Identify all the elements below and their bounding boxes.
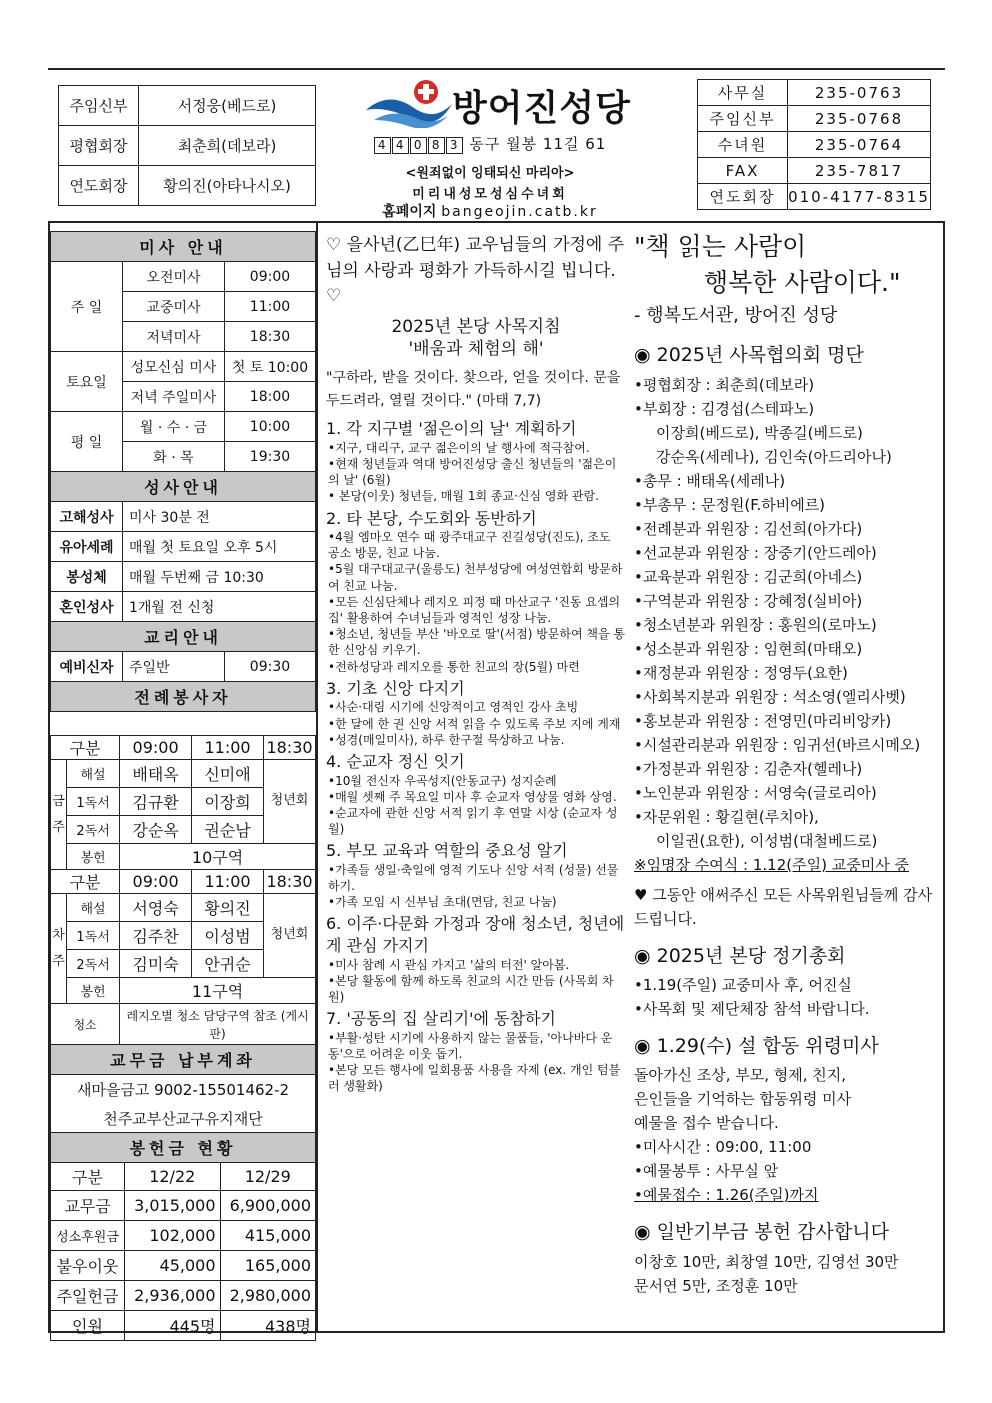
- zip-digit: 8: [428, 137, 445, 154]
- guideline-bullet: •전하성당과 레지오를 통한 친교의 장(5월) 마련: [328, 659, 580, 674]
- offering-amount: 2,936,000: [125, 1281, 221, 1311]
- offering-amount: 415,000: [220, 1221, 316, 1251]
- cleaning-note: 레지오별 청소 담당구역 참조 (게시판): [120, 1004, 316, 1046]
- memorial-line: •예물봉투 : 사무실 앞: [634, 1162, 779, 1181]
- mass-name: 교중미사: [123, 292, 225, 322]
- zip-digit: 0: [410, 137, 427, 154]
- offering-amount: 3,015,000: [125, 1191, 221, 1221]
- council-member: •노인분과 위원장 : 서영숙(글로리아): [634, 783, 877, 802]
- server: 서영숙: [120, 894, 192, 922]
- mass-name: 저녁미사: [123, 322, 225, 352]
- memorial-title: ◉ 1.29(수) 설 합동 위령미사: [634, 1035, 879, 1058]
- homepage: [330, 201, 650, 221]
- guideline-item-title: 5. 부모 교육과 역할의 중요성 알기: [326, 841, 568, 861]
- offering-item: 인원: [51, 1311, 125, 1341]
- mass-time: 10:00: [224, 412, 315, 442]
- sidebar-table: [50, 231, 316, 712]
- council-member: •자문위원 : 황길현(루치아),: [634, 807, 819, 826]
- zip-digit: 4: [392, 137, 409, 154]
- council-member: 이일권(요한), 이성범(대철베드로): [656, 831, 878, 850]
- column-divider: [316, 221, 318, 1333]
- zip-digit: 4: [374, 137, 391, 154]
- doctrine-class: 주일반: [123, 652, 225, 682]
- guideline-bullet: • 본당(이웃) 청년들, 매월 1회 종교·신심 영화 관람.: [328, 489, 599, 504]
- street-address: 동구 월봉 11길 61: [469, 135, 607, 153]
- info-value: 황의진(아타나시오): [139, 166, 316, 206]
- sacrament-time: 미사 30분 전: [123, 502, 316, 532]
- offering-header: 12/29: [220, 1163, 316, 1191]
- headline-line1: "책 읽는 사람이: [634, 232, 807, 261]
- mass-time: 11:00: [224, 292, 315, 322]
- guideline-bullet: •현재 청년들과 역대 방어진성당 출신 청년들의 '젊은이의 날' (6월): [328, 456, 617, 488]
- contact-phone: 010-4177-8315: [788, 184, 931, 210]
- mass-name: 저녁 주일미사: [123, 382, 225, 412]
- offering-district: 10구역: [120, 844, 316, 870]
- sunday-label: 주 일: [51, 262, 123, 352]
- guideline-bullet: •본당 활동에 함께 하도록 친교의 시간 만듬 (사목회 차원): [328, 973, 614, 1004]
- sacrament-name: 유아세례: [51, 532, 123, 562]
- motto: <원죄없이 잉태되신 마리아>: [405, 166, 575, 181]
- sacrament-time: 1개월 전 신청: [123, 592, 316, 622]
- mass-name: 월 · 수 · 금: [123, 412, 225, 442]
- donation-line: 이창호 10만, 최창열 10만, 김영선 30만: [634, 1252, 899, 1271]
- guideline-bullet: •4월 엠마오 연수 때 광주대교구 진길성당(진도), 조도 공소 방문, 친교 나눔.: [328, 530, 611, 561]
- liturgy-header: 09:00: [120, 736, 192, 760]
- address: [330, 133, 650, 154]
- server: 황의진: [192, 894, 264, 922]
- contact-phone: 235-0764: [788, 132, 931, 158]
- info-key: 연도회장: [59, 166, 139, 206]
- doctrine-name: 예비신자: [51, 652, 123, 682]
- guideline-bullet: •청소년, 청년들 부산 '바오로 딸'(서점) 방문하여 책을 통한 신앙심 키우기.: [328, 627, 625, 658]
- doctrine-time: 09:30: [224, 652, 315, 682]
- contact-key: 수녀원: [698, 132, 788, 158]
- guideline-bullet: •매월 셋째 주 목요일 미사 후 순교자 영상물 영화 상영.: [328, 789, 617, 804]
- role: 1독서: [67, 788, 120, 816]
- server: 신미애: [192, 760, 264, 788]
- pastoral-guidelines: [326, 233, 626, 1095]
- contact-key: 연도회장: [698, 184, 788, 210]
- server: 권순남: [192, 816, 264, 844]
- council-member: •평협회장 : 최춘희(데보라): [634, 375, 815, 394]
- guideline-item-title: 2. 타 본당, 수도회와 동반하기: [326, 508, 537, 528]
- mass-time: 09:00: [224, 262, 315, 292]
- scripture-quote: "구하라, 받을 것이다. 찾으라, 얻을 것이다. 문을 두드려라, 열릴 것이다." (마태 7,7): [326, 370, 621, 409]
- council-member: •전례분과 위원장 : 김선희(아가다): [634, 519, 863, 538]
- council-member: 이장희(베드로), 박종길(베드로): [656, 423, 863, 442]
- guideline-bullet: •가족들 생일·축일에 영적 기도나 신앙 서적 (성물) 선물하기.: [328, 862, 619, 894]
- assembly-line: •1.19(주일) 교중미사 후, 어진실: [634, 976, 852, 995]
- thanks-note: ♥ 그동안 애써주신 모든 사목위원님들께 감사드립니다.: [634, 885, 933, 928]
- server: 김규환: [120, 788, 192, 816]
- contact-phone: 235-0768: [788, 106, 931, 132]
- donation-line: 문서연 5만, 조정훈 10만: [634, 1276, 798, 1295]
- guideline-bullet: •성경(매일미사), 하루 한구절 묵상하고 나눔.: [328, 732, 565, 747]
- account-number: 새마을금고 9002-15501462-2: [51, 1075, 316, 1105]
- info-value: 최춘희(데보라): [139, 126, 316, 166]
- guideline-item-title: 4. 순교자 정신 잇기: [326, 751, 465, 771]
- memorial-line: •예물접수 : 1.26(주일)까지: [634, 1186, 819, 1205]
- guidelines-subtitle: '배움과 체험의 해': [408, 339, 544, 360]
- sacrament-name: 고해성사: [51, 502, 123, 532]
- youth-group: 청년회: [264, 894, 316, 978]
- council-member: •부회장 : 김경섭(스테파노): [634, 399, 815, 418]
- sacrament-time: 매월 두번째 금 10:30: [123, 562, 316, 592]
- sacrament-name: 혼인성사: [51, 592, 123, 622]
- liturgy-header: 18:30: [264, 870, 316, 894]
- offering-title: 봉헌금 현황: [51, 1133, 316, 1163]
- offering-amount: 445명: [125, 1311, 221, 1341]
- mass-time: 18:00: [224, 382, 315, 412]
- offering-amount: 45,000: [125, 1251, 221, 1281]
- headline-line2: 행복한 사람이다.": [704, 268, 901, 298]
- liturgy-header: 구분: [51, 870, 120, 894]
- council-list: [634, 373, 934, 853]
- role: 1독서: [67, 922, 120, 950]
- role: 봉헌: [67, 844, 120, 870]
- right-column: [634, 229, 934, 1298]
- sacrament-name: 봉성체: [51, 562, 123, 592]
- guideline-bullet: •본당 모든 행사에 일회용품 사용을 자제 (ex. 개인 텀블러 생활화): [328, 1063, 621, 1094]
- mass-time: 19:30: [224, 442, 315, 472]
- council-member: •성소분과 위원장 : 임현희(마태오): [634, 639, 863, 658]
- week-label: 금주: [51, 760, 67, 870]
- guideline-bullet: •부활·성탄 시기에 사용하지 않는 물품들, '아나바다 운동'으로 어려운 이웃 돕기.: [328, 1030, 613, 1061]
- assembly-title: ◉ 2025년 본당 정기총회: [634, 944, 846, 967]
- server: 이성범: [192, 922, 264, 950]
- liturgy-header: 구분: [51, 736, 120, 760]
- parish-logo: [364, 78, 664, 128]
- role: 해설: [67, 760, 120, 788]
- guideline-bullet: •가족 모임 시 신부님 초대(면담, 친교 나눔): [328, 895, 557, 910]
- pastor-info-table: [58, 85, 316, 206]
- offering-item: 성소후원금: [51, 1221, 125, 1251]
- top-rule: [48, 68, 945, 70]
- offering-item: 주일헌금: [51, 1281, 125, 1311]
- liturgy-header: 09:00: [120, 870, 192, 894]
- offering-amount: 2,980,000: [220, 1281, 316, 1311]
- sacrament-time: 매월 첫 토요일 오후 5시: [123, 532, 316, 562]
- mass-time: 18:30: [224, 322, 315, 352]
- contacts-table: [697, 79, 931, 210]
- parish-name: 방어진성당: [452, 88, 631, 129]
- contact-phone: 235-0763: [788, 80, 931, 106]
- role: 2독서: [67, 816, 120, 844]
- guideline-bullet: •순교자에 관한 신앙 서적 읽기 후 연말 시상 (순교자 성월): [328, 805, 618, 837]
- memorial-line: 돌아가신 조상, 부모, 형제, 친지,: [634, 1066, 847, 1085]
- role: 2독서: [67, 950, 120, 978]
- offering-amount: 102,000: [125, 1221, 221, 1251]
- offering-table: [50, 1162, 316, 1341]
- liturgy-header: 18:30: [264, 736, 316, 760]
- guideline-item-title: 1. 각 지구별 '젊은이의 날' 계획하기: [326, 419, 577, 439]
- mass-time: 첫 토 10:00: [224, 352, 315, 382]
- council-member: •사회복지분과 위원장 : 석소영(엘리사벳): [634, 687, 906, 706]
- mass-name: 화 · 목: [123, 442, 225, 472]
- council-member: •청소년분과 위원장 : 홍원의(로마노): [634, 615, 877, 634]
- guideline-bullet: •5월 대구대교구(울릉도) 천부성당에 여성연합회 방문하여 친교 나눔.: [328, 562, 623, 593]
- guideline-bullet: •한 달에 한 권 신앙 서적 읽을 수 있도록 주보 지에 게재: [328, 716, 621, 731]
- council-member: •재정분과 위원장 : 정영두(요한): [634, 663, 848, 682]
- assembly-line: •사목회 및 제단체장 참석 바랍니다.: [634, 1000, 870, 1019]
- role: 봉헌: [67, 978, 120, 1004]
- doctrine-title: 교리안내: [51, 622, 316, 652]
- new-year-greeting: ♡ 을사년(乙巳年) 교우님들의 가정에 주님의 사랑과 평화가 가득하시길 빕니다. ♡: [326, 235, 625, 306]
- council-member: •선교분과 위원장 : 장중기(안드레아): [634, 543, 877, 562]
- saturday-label: 토요일: [51, 352, 123, 412]
- contact-key: FAX: [698, 158, 788, 184]
- weekday-label: 평 일: [51, 412, 123, 472]
- guideline-bullet: •지구, 대리구, 교구 젊은이의 날 행사에 적극참여.: [328, 440, 590, 455]
- info-key: 평협회장: [59, 126, 139, 166]
- server: 이장희: [192, 788, 264, 816]
- donation-title: ◉ 일반기부금 봉헌 감사합니다: [634, 1221, 889, 1244]
- contact-phone: 235-7817: [788, 158, 931, 184]
- info-key: 주임신부: [59, 86, 139, 126]
- server: 김주찬: [120, 922, 192, 950]
- council-member: •총무 : 배태옥(세레나): [634, 471, 786, 490]
- liturgy-title: 전례봉사자: [51, 682, 316, 712]
- offering-item: 불우이웃: [51, 1251, 125, 1281]
- liturgy-table: [50, 735, 316, 1046]
- mass-name: 성모신심 미사: [123, 352, 225, 382]
- offering-header: 구분: [51, 1163, 125, 1191]
- guideline-bullet: •10월 전신자 우곡성지(안동교구) 성지순례: [328, 773, 557, 788]
- council-member: •구역분과 위원장 : 강혜정(실비아): [634, 591, 863, 610]
- offering-amount: 6,900,000: [220, 1191, 316, 1221]
- sacrament-title: 성사안내: [51, 472, 316, 502]
- homepage-label: 홈페이지: [382, 204, 437, 220]
- guideline-item-title: 7. '공동의 집 살리기'에 동참하기: [326, 1009, 556, 1029]
- convent: 미리내성모성심수녀회: [412, 187, 568, 202]
- offering-amount: 438명: [220, 1311, 316, 1341]
- council-member: •시설관리분과 위원장 : 임귀선(바르시메오): [634, 735, 921, 754]
- headline-caption: - 행복도서관, 방어진 성당: [634, 304, 838, 326]
- council-member: •가정분과 위원장 : 김춘자(헬레나): [634, 759, 863, 778]
- server: 안귀순: [192, 950, 264, 978]
- council-member: •교육분과 위원장 : 김군희(아네스): [634, 567, 863, 586]
- liturgy-header: 11:00: [192, 736, 264, 760]
- youth-group: 청년회: [264, 760, 316, 844]
- mass-title: 미사 안내: [51, 232, 316, 262]
- memorial-line: •미사시간 : 09:00, 11:00: [634, 1138, 812, 1157]
- council-title: ◉ 2025년 사목협의회 명단: [634, 344, 864, 367]
- account-holder: 천주교부산교구유지재단: [51, 1105, 316, 1133]
- account-title: 교무금 납부계좌: [51, 1045, 316, 1075]
- offering-item: 교무금: [51, 1191, 125, 1221]
- offering-district: 11구역: [120, 978, 316, 1004]
- guideline-bullet: •사순·대림 시기에 신앙적이고 영적인 강사 초빙: [328, 700, 579, 715]
- account-table: [50, 1044, 316, 1163]
- memorial-line: 은인들을 기억하는 합동위령 미사: [634, 1090, 852, 1109]
- church-logo-icon: [364, 78, 454, 128]
- cleaning-label: 청소: [51, 1004, 120, 1046]
- guidelines-title: 2025년 본당 사목지침: [391, 316, 561, 337]
- server: 배태옥: [120, 760, 192, 788]
- offering-amount: 165,000: [220, 1251, 316, 1281]
- guideline-bullet: •모든 신심단체나 레지오 피정 때 마산교구 '진동 요셉의 집' 활용하여 수녀님들과 영적인 성장 나눔.: [328, 594, 621, 626]
- homepage-url[interactable]: bangeojin.catb.kr: [441, 204, 598, 220]
- info-value: 서정웅(베드로): [139, 86, 316, 126]
- liturgy-header: 11:00: [192, 870, 264, 894]
- week-label: 차주: [51, 894, 67, 1004]
- guideline-item-title: 6. 이주·다문화 가정과 장애 청소년, 청년에게 관심 가지기: [326, 914, 625, 956]
- council-member: 강순옥(세레나), 김인숙(아드리아나): [656, 447, 892, 466]
- server: 강순옥: [120, 816, 192, 844]
- appointment-note: ※임명장 수여식 : 1.12(주일) 교중미사 중: [634, 855, 909, 874]
- council-member: •부총무 : 문정원(F.하비에르): [634, 495, 826, 514]
- zip-digit: 3: [446, 137, 463, 154]
- guideline-list: [326, 418, 626, 1094]
- guideline-item-title: 3. 기초 신앙 다지기: [326, 678, 465, 698]
- guideline-bullet: •미사 참례 시 관심 가지고 '삶의 터전' 알아봄.: [328, 957, 570, 972]
- contact-key: 사무실: [698, 80, 788, 106]
- server: 김미숙: [120, 950, 192, 978]
- contact-key: 주임신부: [698, 106, 788, 132]
- mass-name: 오전미사: [123, 262, 225, 292]
- role: 해설: [67, 894, 120, 922]
- council-member: •홍보분과 위원장 : 전영민(마리비앙카): [634, 711, 892, 730]
- offering-header: 12/22: [125, 1163, 221, 1191]
- memorial-line: 예물을 접수 받습니다.: [634, 1114, 779, 1133]
